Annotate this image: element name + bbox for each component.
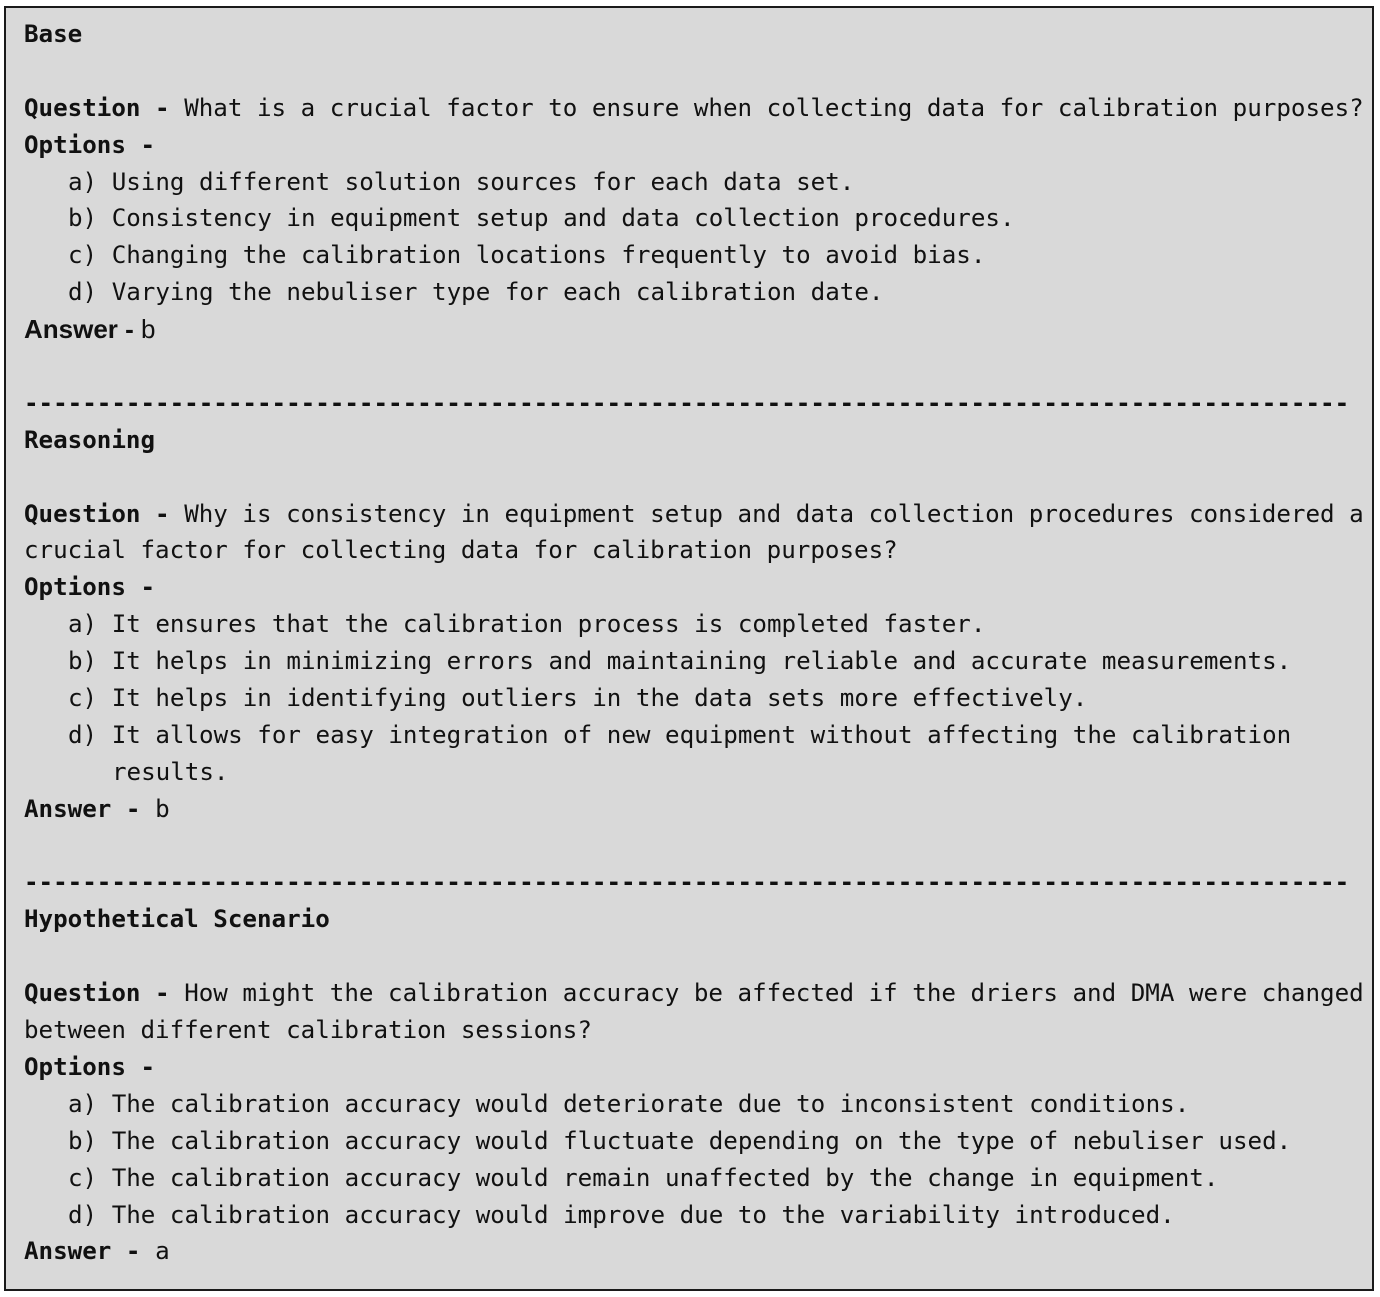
section-title-reasoning: Reasoning	[24, 425, 156, 454]
qa-card	[4, 6, 1374, 1291]
section-title-base: Base	[24, 20, 83, 48]
answer-label: Answer -	[24, 314, 134, 345]
option-letter: b)	[68, 1126, 98, 1155]
blank-line	[24, 53, 1372, 90]
option-b	[24, 1123, 1372, 1160]
option-letter: c)	[68, 241, 98, 270]
option-text: Changing the calibration locations frequently to avoid bias.	[111, 241, 986, 270]
question-hypothetical	[24, 975, 1372, 1012]
blank-line	[24, 459, 1372, 496]
options-label: Options -	[24, 573, 156, 602]
option-a	[24, 1086, 1372, 1123]
option-d	[24, 1197, 1372, 1234]
option-letter: c)	[68, 1163, 98, 1192]
option-letter: b)	[68, 204, 98, 233]
option-letter: d)	[68, 278, 98, 307]
blank-line	[24, 828, 1372, 865]
options-label: Options -	[24, 1052, 156, 1081]
qa-content	[24, 16, 1372, 1270]
blank-line	[24, 348, 1372, 385]
options-label: Options -	[24, 130, 156, 159]
question-text: How might the calibration accuracy be affected if the driers and DMA were changed	[184, 979, 1364, 1008]
option-d	[24, 274, 1372, 311]
question-label: Question -	[24, 979, 170, 1008]
answer-label: Answer -	[24, 794, 141, 823]
option-c	[24, 1160, 1372, 1197]
section-title-hypothetical: Hypothetical Scenario	[24, 905, 330, 934]
option-text: The calibration accuracy would improve due to the variability introduced.	[111, 1200, 1175, 1229]
option-text: The calibration accuracy would fluctuate depending on the type of nebuliser used.	[111, 1126, 1292, 1155]
answer-hypothetical	[24, 1233, 1372, 1270]
option-c	[24, 237, 1372, 274]
section-divider: -------------------------------------------------------------------------------------------	[24, 868, 1350, 897]
option-a	[24, 606, 1372, 643]
option-letter: a)	[68, 1089, 98, 1118]
option-d	[24, 717, 1372, 754]
question-text-continued: crucial factor for collecting data for calibration purposes?	[24, 536, 898, 565]
option-letter: c)	[68, 684, 98, 713]
option-letter: a)	[68, 610, 98, 639]
question-label: Question -	[24, 93, 170, 122]
answer-base	[24, 311, 1372, 348]
answer-label: Answer -	[24, 1237, 141, 1266]
option-letter: b)	[68, 647, 98, 676]
option-text: It helps in minimizing errors and maintaining reliable and accurate measurements.	[111, 647, 1292, 676]
question-text: Why is consistency in equipment setup and data collection procedures considered a	[184, 499, 1364, 528]
answer-value: b	[155, 794, 170, 823]
option-text: Using different solution sources for each data set.	[111, 167, 855, 196]
option-letter: a)	[68, 167, 98, 196]
question-text: What is a crucial factor to ensure when collecting data for calibration purposes?	[184, 93, 1364, 122]
answer-value: b	[141, 314, 156, 345]
option-b	[24, 200, 1372, 237]
question-text-continued: between different calibration sessions?	[24, 1016, 592, 1045]
blank-line	[24, 938, 1372, 975]
option-c	[24, 680, 1372, 717]
option-text: It ensures that the calibration process is completed faster.	[111, 610, 986, 639]
section-divider: -------------------------------------------------------------------------------------------	[24, 388, 1350, 417]
option-text: Consistency in equipment setup and data collection procedures.	[111, 204, 1015, 233]
question-reasoning	[24, 496, 1372, 533]
question-base	[24, 90, 1372, 127]
option-a	[24, 164, 1372, 201]
option-text: The calibration accuracy would remain unaffected by the change in equipment.	[111, 1163, 1219, 1192]
answer-reasoning	[24, 791, 1372, 828]
option-text: Varying the nebuliser type for each calibration date.	[111, 278, 884, 307]
option-letter: d)	[68, 720, 98, 749]
option-text: It helps in identifying outliers in the data sets more effectively.	[111, 684, 1088, 713]
option-letter: d)	[68, 1200, 98, 1229]
answer-value: a	[155, 1237, 170, 1266]
question-label: Question -	[24, 499, 170, 528]
option-d-continued: results.	[112, 757, 229, 786]
option-b	[24, 643, 1372, 680]
option-text: It allows for easy integration of new equipment without affecting the calibration	[111, 720, 1292, 749]
option-text: The calibration accuracy would deteriorate due to inconsistent conditions.	[111, 1089, 1190, 1118]
